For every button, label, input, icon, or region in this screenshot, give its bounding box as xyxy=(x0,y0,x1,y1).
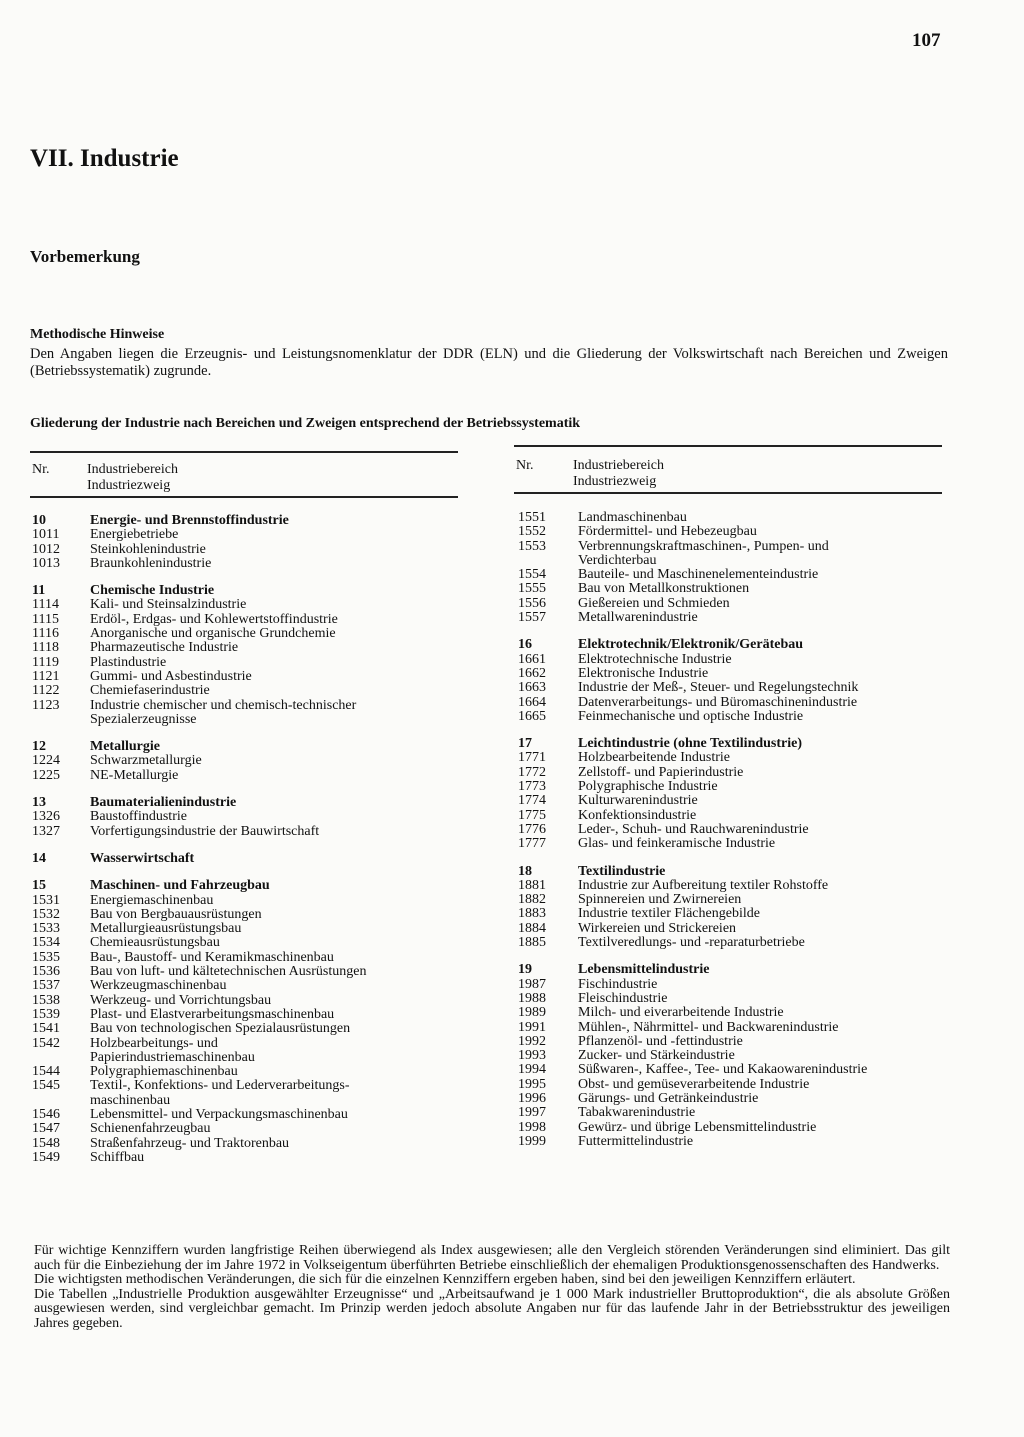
branch-number: 1119 xyxy=(32,654,59,670)
branch-name: Holzbearbeitende Industrie xyxy=(578,750,730,766)
industry-branch-row xyxy=(518,1078,948,1092)
branch-name: NE-Metallurgie xyxy=(90,767,179,783)
branch-name: Lebensmittelindustrie xyxy=(578,962,710,978)
branch-number: 1997 xyxy=(518,1105,546,1121)
branch-name: Metallurgie xyxy=(90,739,160,755)
industry-branch-row xyxy=(32,641,462,655)
branch-number: 1883 xyxy=(518,906,546,922)
branch-number: 1553 xyxy=(518,538,546,554)
branch-number: 1664 xyxy=(518,694,546,710)
industry-branch-row xyxy=(518,1049,948,1063)
industry-branch-row xyxy=(518,837,948,851)
branch-name: Industrie der Meß-, Steuer- und Regelungstechnik xyxy=(578,680,859,696)
industry-branch-row xyxy=(32,1151,462,1165)
branch-number: 1538 xyxy=(32,992,60,1008)
right-column xyxy=(518,511,948,1149)
branch-name: Pflanzenöl- und -fettindustrie xyxy=(578,1033,743,1049)
branch-number: 1531 xyxy=(32,892,60,908)
branch-name: Zucker- und Stärkeindustrie xyxy=(578,1048,735,1064)
industry-branch-row xyxy=(32,528,462,542)
industry-branch-row xyxy=(518,568,948,582)
branch-name: Fischindustrie xyxy=(578,976,658,992)
branch-name: Werkzeugmaschinenbau xyxy=(90,978,227,994)
section-title: Vorbemerkung xyxy=(30,247,140,266)
branch-number: 1992 xyxy=(518,1033,546,1049)
industry-branch-row xyxy=(32,979,462,993)
industry-branch-row xyxy=(32,557,462,571)
industry-branch-row xyxy=(518,667,948,681)
branch-number: 18 xyxy=(518,863,532,879)
industry-branch-row xyxy=(32,1108,462,1122)
branch-name: Baustoffindustrie xyxy=(90,809,187,825)
branch-name: Gießereien und Schmieden xyxy=(578,595,730,611)
note-paragraph-3: Die Tabellen „Industrielle Produktion ausgewählter Erzeugnisse“ und „Arbeitsaufwand je 1 000 Mark industrieller Bruttoproduktion“, die als absolute Größen ausgewiesen werden, sind vergleichbar gemacht. Im Prinzip werden jedoch absolute Angaben nur für das laufende Jahr in der Betriebsstruktur des jeweiligen Jahres gegeben. xyxy=(34,1286,950,1331)
branch-number: 1114 xyxy=(32,597,59,613)
branch-name: Elektrotechnische Industrie xyxy=(578,651,732,667)
industry-sector-row xyxy=(518,737,948,751)
branch-name: Kulturwarenindustrie xyxy=(578,793,698,809)
branch-number: 1557 xyxy=(518,610,546,626)
industry-sector-row xyxy=(32,879,462,893)
methods-heading: Methodische Hinweise xyxy=(30,327,165,342)
branch-number: 1548 xyxy=(32,1135,60,1151)
left-column xyxy=(32,514,462,1165)
industry-branch-row xyxy=(32,769,462,783)
branch-number: 1546 xyxy=(32,1106,60,1122)
branch-number: 1551 xyxy=(518,510,546,525)
branch-number: 1996 xyxy=(518,1090,546,1106)
industry-branch-row xyxy=(518,809,948,823)
industry-branch-row xyxy=(32,1137,462,1151)
branch-name: Bau von Bergbauausrüstungen xyxy=(90,906,262,922)
industry-sector-row xyxy=(518,638,948,652)
branch-name: Werkzeug- und Vorrichtungsbau xyxy=(90,992,272,1008)
branch-number: 1661 xyxy=(518,651,546,667)
industry-branch-row xyxy=(518,794,948,808)
industry-branch-row xyxy=(518,1121,948,1135)
industry-branch-row xyxy=(32,1008,462,1022)
industry-branch-row xyxy=(518,922,948,936)
industry-branch-row xyxy=(32,1122,462,1136)
industry-branch-row xyxy=(518,992,948,1006)
branch-name: Bau von technologischen Spezialausrüstungen xyxy=(90,1021,351,1037)
branch-name: Plast- und Elastverarbeitungsmaschinenbau xyxy=(90,1006,335,1022)
branch-name: Schwarzmetallurgie xyxy=(90,753,202,769)
industry-sector-row xyxy=(518,865,948,879)
branch-number: 1549 xyxy=(32,1149,60,1165)
industry-branch-row xyxy=(518,681,948,695)
branch-number: 1541 xyxy=(32,1021,60,1037)
branch-name: Bau von Metallkonstruktionen xyxy=(578,581,750,597)
industry-branch-row xyxy=(518,1006,948,1020)
branch-name: Textil-, Konfektions- und Lederverarbeitungs- xyxy=(90,1078,350,1094)
branch-name-continuation: Verdichterbau xyxy=(578,552,657,568)
industry-branch-row xyxy=(518,879,948,893)
branch-name: Braunkohlenindustrie xyxy=(90,555,212,571)
industry-branch-row xyxy=(518,823,948,837)
branch-number: 19 xyxy=(518,962,532,978)
page-number: 107 xyxy=(912,30,941,51)
branch-name: Schiffbau xyxy=(90,1149,145,1165)
branch-number: 13 xyxy=(32,795,46,811)
industry-branch-row xyxy=(518,1021,948,1035)
branch-name: Leichtindustrie (ohne Textilindustrie) xyxy=(578,736,803,752)
branch-number: 1663 xyxy=(518,680,546,696)
industry-branch-row xyxy=(518,525,948,539)
branch-name: Chemische Industrie xyxy=(90,583,215,599)
branch-name: Textilveredlungs- und -reparaturbetriebe xyxy=(578,935,805,951)
right-header-nr: Nr. xyxy=(516,458,534,473)
branch-name: Futtermittelindustrie xyxy=(578,1133,694,1149)
branch-name: Gummi- und Asbestindustrie xyxy=(90,668,252,684)
branch-number: 1123 xyxy=(32,697,60,713)
industry-branch-row xyxy=(32,936,462,950)
branch-name: Metallwarenindustrie xyxy=(578,610,698,626)
industry-sector-row xyxy=(518,963,948,977)
right-header-label-2: Industriezweig xyxy=(573,474,657,489)
branch-number: 1534 xyxy=(32,935,60,951)
branch-number: 1556 xyxy=(518,595,546,611)
branch-number: 1999 xyxy=(518,1133,546,1149)
branch-number: 1116 xyxy=(32,626,59,642)
industry-branch-row xyxy=(518,766,948,780)
classification-heading: Gliederung der Industrie nach Bereichen und Zweigen entsprechend der Betriebssystematik xyxy=(30,416,581,431)
right-top-rule xyxy=(514,445,942,447)
branch-number: 1544 xyxy=(32,1064,60,1080)
branch-number: 1118 xyxy=(32,640,59,656)
branch-number: 1777 xyxy=(518,836,546,852)
branch-number: 1555 xyxy=(518,581,546,597)
branch-number: 11 xyxy=(32,583,46,599)
branch-number: 15 xyxy=(32,878,46,894)
right-header-label-1: Industriebereich xyxy=(573,458,664,473)
industry-branch-row xyxy=(32,543,462,557)
industry-branch-row xyxy=(518,1092,948,1106)
branch-name: Metallurgieausrüstungsbau xyxy=(90,921,242,937)
branch-name: Maschinen- und Fahrzeugbau xyxy=(90,878,270,894)
industry-branch-row xyxy=(32,922,462,936)
branch-number: 1885 xyxy=(518,935,546,951)
branch-number: 1988 xyxy=(518,990,546,1006)
branch-name: Kali- und Steinsalzindustrie xyxy=(90,597,247,613)
branch-name: Feinmechanische und optische Industrie xyxy=(578,708,804,724)
industry-branch-row xyxy=(518,907,948,921)
branch-number: 1012 xyxy=(32,541,60,557)
industry-branch-row xyxy=(518,696,948,710)
branch-name: Anorganische und organische Grundchemie xyxy=(90,626,336,642)
branch-number: 1326 xyxy=(32,809,60,825)
branch-name-continuation: Papierindustriemaschinenbau xyxy=(90,1049,255,1065)
branch-name: Plastindustrie xyxy=(90,654,167,670)
branch-number: 1532 xyxy=(32,906,60,922)
branch-number: 12 xyxy=(32,739,46,755)
industry-branch-row xyxy=(518,751,948,765)
branch-number: 1537 xyxy=(32,978,60,994)
branch-name: Polygraphiemaschinenbau xyxy=(90,1064,238,1080)
branch-name: Bau-, Baustoff- und Keramikmaschinenbau xyxy=(90,949,334,965)
branch-number: 1987 xyxy=(518,976,546,992)
branch-number: 1224 xyxy=(32,753,60,769)
branch-name: Verbrennungskraftmaschinen-, Pumpen- und xyxy=(578,538,829,554)
branch-name: Leder-, Schuh- und Rauchwarenindustrie xyxy=(578,821,809,837)
industry-sector-row xyxy=(32,514,462,528)
industry-branch-row xyxy=(518,936,948,950)
branch-name: Industrie textiler Flächengebilde xyxy=(578,906,760,922)
industry-branch-row xyxy=(32,684,462,698)
branch-name: Energiebetriebe xyxy=(90,527,179,543)
branch-number: 1121 xyxy=(32,668,60,684)
branch-name: Lebensmittel- und Verpackungsmaschinenbau xyxy=(90,1106,348,1122)
industry-sector-row xyxy=(32,796,462,810)
branch-name: Wasserwirtschaft xyxy=(90,850,195,866)
industry-branch-row xyxy=(518,1035,948,1049)
industry-branch-row xyxy=(32,670,462,684)
branch-name: Glas- und feinkeramische Industrie xyxy=(578,836,776,852)
branch-number: 1545 xyxy=(32,1078,60,1094)
branch-name: Landmaschinenbau xyxy=(578,510,687,525)
industry-branch-row xyxy=(32,656,462,670)
industry-branch-row xyxy=(518,1106,948,1120)
branch-number: 1993 xyxy=(518,1048,546,1064)
branch-number: 1776 xyxy=(518,821,546,837)
industry-branch-row xyxy=(518,710,948,724)
branch-number: 1225 xyxy=(32,767,60,783)
branch-number: 1775 xyxy=(518,807,546,823)
industry-sector-row xyxy=(32,584,462,598)
branch-name: Gewürz- und übrige Lebensmittelindustrie xyxy=(578,1119,817,1135)
branch-number: 1013 xyxy=(32,555,60,571)
branch-number: 1773 xyxy=(518,779,546,795)
branch-name: Pharmazeutische Industrie xyxy=(90,640,239,656)
right-bottom-rule xyxy=(514,492,942,494)
branch-number: 1536 xyxy=(32,964,60,980)
industry-branch-row xyxy=(32,951,462,965)
branch-name-continuation: Spezialerzeugnisse xyxy=(90,711,197,727)
branch-number: 1665 xyxy=(518,708,546,724)
branch-name: Zellstoff- und Papierindustrie xyxy=(578,764,744,780)
industry-branch-row xyxy=(32,965,462,979)
industry-sector-row xyxy=(32,740,462,754)
branch-name: Schienenfahrzeugbau xyxy=(90,1121,211,1137)
branch-name: Spinnereien und Zwirnereien xyxy=(578,892,742,908)
branch-name: Energie- und Brennstoffindustrie xyxy=(90,513,289,528)
methods-text: Den Angaben liegen die Erzeugnis- und Leistungsnomenklatur der DDR (ELN) und die Gliederung der Volkswirtschaft nach Bereichen und Zweigen (Betriebssystematik) zugrunde. xyxy=(30,346,948,379)
note-paragraph-2: Die wichtigsten methodischen Veränderungen, die sich für die einzelnen Kennziffern ergeben haben, sind bei den jeweiligen Kennziffern erläutert. xyxy=(34,1272,856,1287)
branch-name: Obst- und gemüseverarbeitende Industrie xyxy=(578,1076,810,1092)
industry-branch-row xyxy=(518,653,948,667)
industry-branch-row xyxy=(518,540,948,569)
branch-name: Datenverarbeitungs- und Büromaschinenindustrie xyxy=(578,694,858,710)
industry-branch-row xyxy=(518,893,948,907)
branch-name: Baumaterialienindustrie xyxy=(90,795,237,811)
industry-branch-row xyxy=(32,1079,462,1108)
industry-branch-row xyxy=(518,1135,948,1149)
branch-name: Elektronische Industrie xyxy=(578,665,709,681)
branch-number: 1552 xyxy=(518,524,546,540)
industry-branch-row xyxy=(32,1065,462,1079)
branch-number: 14 xyxy=(32,850,46,866)
branch-name: Mühlen-, Nährmittel- und Backwarenindustrie xyxy=(578,1019,839,1035)
industry-branch-row xyxy=(32,613,462,627)
industry-branch-row xyxy=(518,582,948,596)
branch-name: Süßwaren-, Kaffee-, Tee- und Kakaowarenindustrie xyxy=(578,1062,868,1078)
chapter-title: VII. Industrie xyxy=(30,145,179,172)
branch-number: 1994 xyxy=(518,1062,546,1078)
industry-branch-row xyxy=(518,1063,948,1077)
note-paragraph-1: Für wichtige Kennziffern wurden langfristige Reihen überwiegend als Index ausgewiesen; alle den Vergleich störenden Veränderungen sind eliminiert. Das gilt auch für die Einbeziehung der im Jahre 1972 in Volkseigentum überführten Betriebe einschließlich der ehemaligen Produktionsgenossenschaften des Handwerks. xyxy=(34,1243,950,1273)
branch-name: Bau von luft- und kältetechnischen Ausrüstungen xyxy=(90,964,367,980)
industry-branch-row xyxy=(518,511,948,525)
left-header-nr: Nr. xyxy=(32,462,50,477)
branch-number: 1542 xyxy=(32,1035,60,1051)
industry-branch-row xyxy=(518,597,948,611)
branch-name: Wirkereien und Strickereien xyxy=(578,920,737,936)
branch-number: 1995 xyxy=(518,1076,546,1092)
branch-name: Straßenfahrzeug- und Traktorenbau xyxy=(90,1135,290,1151)
branch-number: 1772 xyxy=(518,764,546,780)
branch-number: 1881 xyxy=(518,877,546,893)
branch-name: Fleischindustrie xyxy=(578,990,668,1006)
industry-branch-row xyxy=(32,598,462,612)
industry-branch-row xyxy=(32,754,462,768)
left-bottom-rule xyxy=(30,496,458,498)
branch-name: Holzbearbeitungs- und xyxy=(90,1035,218,1051)
branch-number: 1884 xyxy=(518,920,546,936)
left-top-rule xyxy=(30,451,458,453)
branch-name: Steinkohlenindustrie xyxy=(90,541,206,557)
branch-name: Gärungs- und Getränkeindustrie xyxy=(578,1090,759,1106)
branch-number: 1547 xyxy=(32,1121,60,1137)
branch-name: Vorfertigungsindustrie der Bauwirtschaft xyxy=(90,823,320,839)
branch-name: Industrie chemischer und chemisch-technischer xyxy=(90,697,357,713)
industry-branch-row xyxy=(32,894,462,908)
branch-number: 1774 xyxy=(518,793,546,809)
industry-branch-row xyxy=(32,994,462,1008)
branch-name: Polygraphische Industrie xyxy=(578,779,718,795)
branch-name-continuation: maschinenbau xyxy=(90,1092,171,1108)
branch-number: 1122 xyxy=(32,683,60,699)
branch-name: Industrie zur Aufbereitung textiler Rohstoffe xyxy=(578,877,829,893)
branch-number: 1539 xyxy=(32,1006,60,1022)
branch-name: Chemiefaserindustrie xyxy=(90,683,210,699)
left-header-label-2: Industriezweig xyxy=(87,478,171,493)
industry-branch-row xyxy=(32,810,462,824)
branch-name: Milch- und eiverarbeitende Industrie xyxy=(578,1005,784,1021)
branch-number: 1662 xyxy=(518,665,546,681)
industry-branch-row xyxy=(32,1037,462,1066)
industry-branch-row xyxy=(32,825,462,839)
branch-name: Tabakwarenindustrie xyxy=(578,1105,696,1121)
branch-name: Bauteile- und Maschinenelementeindustrie xyxy=(578,567,819,583)
branch-number: 1771 xyxy=(518,750,546,766)
industry-branch-row xyxy=(32,908,462,922)
branch-number: 1011 xyxy=(32,527,60,543)
branch-number: 1882 xyxy=(518,892,546,908)
branch-name: Chemieausrüstungsbau xyxy=(90,935,220,951)
branch-number: 1115 xyxy=(32,611,59,627)
industry-branch-row xyxy=(32,699,462,728)
notes xyxy=(34,1244,950,1331)
industry-sector-row xyxy=(32,852,462,866)
industry-branch-row xyxy=(518,780,948,794)
branch-name: Konfektionsindustrie xyxy=(578,807,697,823)
industry-branch-row xyxy=(518,978,948,992)
branch-name: Elektrotechnik/Elektronik/Gerätebau xyxy=(578,637,804,653)
branch-number: 1554 xyxy=(518,567,546,583)
branch-number: 1535 xyxy=(32,949,60,965)
branch-number: 1989 xyxy=(518,1005,546,1021)
branch-name: Energiemaschinenbau xyxy=(90,892,214,908)
branch-number: 1998 xyxy=(518,1119,546,1135)
industry-branch-row xyxy=(518,611,948,625)
left-header-label-1: Industriebereich xyxy=(87,462,178,477)
industry-branch-row xyxy=(32,627,462,641)
branch-name: Textilindustrie xyxy=(578,863,666,879)
branch-number: 1991 xyxy=(518,1019,546,1035)
branch-number: 17 xyxy=(518,736,532,752)
branch-number: 1533 xyxy=(32,921,60,937)
industry-branch-row xyxy=(32,1022,462,1036)
branch-number: 1327 xyxy=(32,823,60,839)
branch-name: Erdöl-, Erdgas- und Kohlewertstoffindustrie xyxy=(90,611,338,627)
branch-name: Fördermittel- und Hebezeugbau xyxy=(578,524,757,540)
branch-number: 10 xyxy=(32,513,46,528)
branch-number: 16 xyxy=(518,637,532,653)
